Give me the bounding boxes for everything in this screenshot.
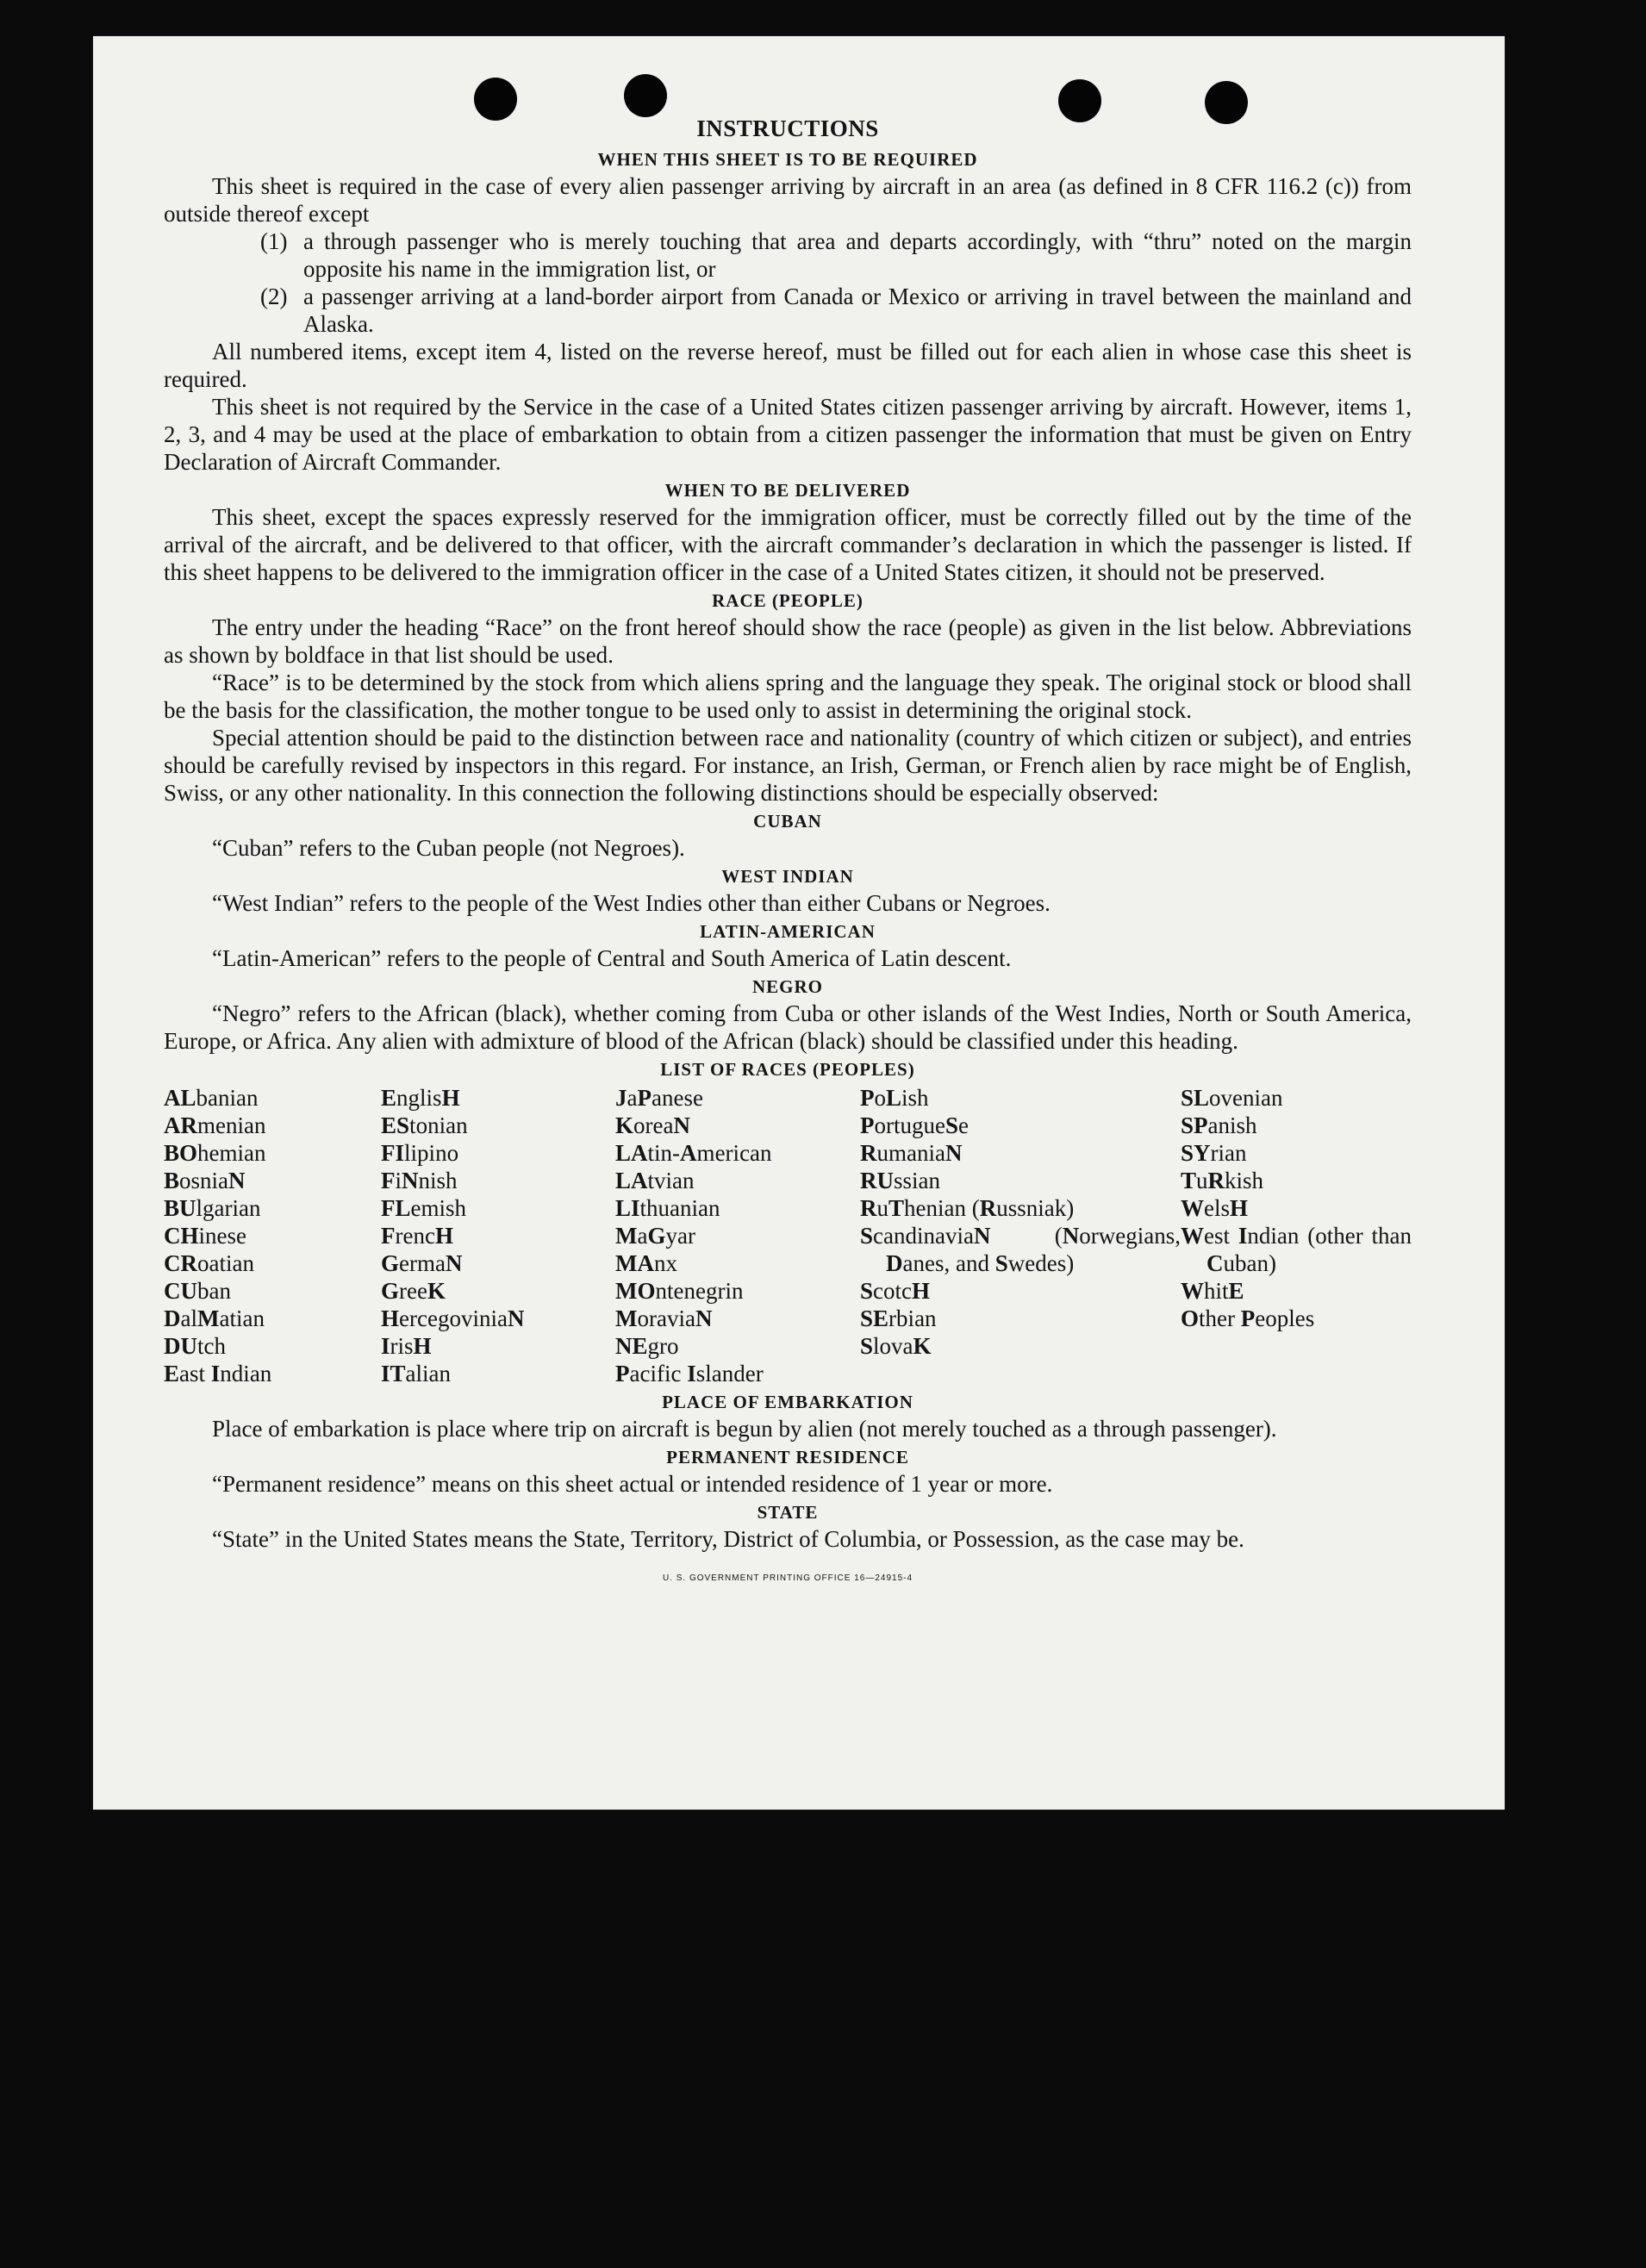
- paragraph: This sheet, except the spaces expressly reserved for the immigration officer, must be correctly filled out by the time of the arrival of the aircraft, and be delivered to that officer, with the aircraft commander’s declaration in which the passenger is listed. If this sheet happens to be delivered to the immigration officer in the case of a United States citizen, it should not be preserved.: [164, 504, 1412, 585]
- race-entry: ITalian: [381, 1361, 452, 1386]
- race-entry: MOntenegrin: [615, 1278, 744, 1304]
- race-entry: GreeK: [381, 1278, 446, 1304]
- document-body: [164, 112, 1412, 1592]
- races-column: [860, 1084, 1181, 1387]
- paragraph: All numbered items, except item 4, listed on the reverse hereof, must be filled out for each alien in whose case this sheet is required.: [164, 339, 1412, 392]
- race-entry: CUban: [164, 1278, 231, 1304]
- race-entry: BUlgarian: [164, 1195, 261, 1221]
- race-entry: FrencH: [381, 1223, 453, 1249]
- paragraph: “State” in the United States means the State, Territory, District of Columbia, or Possession, as the case may be.: [212, 1526, 1244, 1552]
- paragraph: Place of embarkation is place where trip on aircraft is begun by alien (not merely touched as a through passenger).: [212, 1416, 1277, 1442]
- races-column: [1181, 1084, 1412, 1387]
- document-sheet: [93, 36, 1505, 1810]
- item-number: (2): [260, 284, 288, 309]
- paragraph: This sheet is not required by the Service in the case of a United States citizen passenger arriving by aircraft. However, items 1, 2, 3, and 4 may be used at the place of embarkation to obtain from a citizen passenger the information that must be given on Entry Declaration of Aircraft Commander.: [164, 394, 1412, 475]
- race-entry: EStonian: [381, 1112, 468, 1138]
- race-entry: IrisH: [381, 1333, 432, 1359]
- section-heading: PLACE OF EMBARKATION: [662, 1392, 913, 1412]
- race-entry: MAnx: [615, 1250, 677, 1276]
- race-entry: JaPanese: [615, 1085, 703, 1111]
- race-entry: ScotcH: [860, 1278, 931, 1304]
- paragraph: “Cuban” refers to the Cuban people (not Negroes).: [212, 835, 685, 861]
- races-column: [615, 1084, 860, 1387]
- race-entry: Other Peoples: [1181, 1305, 1315, 1331]
- race-entry: GermaN: [381, 1250, 463, 1276]
- section-heading: NEGRO: [751, 976, 823, 997]
- paragraph: “Race” is to be determined by the stock from which aliens spring and the language they speak. The original stock or blood shall be the basis for the classification, the mother tongue to be used only to assist in determining the original stock.: [164, 670, 1412, 723]
- section-heading: LATIN-AMERICAN: [700, 921, 876, 942]
- race-entry: MaGyar: [615, 1223, 695, 1249]
- paragraph: “Permanent residence” means on this sheet actual or intended residence of 1 year or more.: [212, 1471, 1053, 1497]
- race-entry: East Indian: [164, 1361, 272, 1386]
- race-entry: RumaniaN: [860, 1140, 963, 1166]
- paragraph: “Negro” refers to the African (black), whether coming from Cuba or other islands of the West Indies, North or South America, Europe, or Africa. Any alien with admixture of blood of the African (black) should be classified under this heading.: [164, 1000, 1412, 1054]
- race-entry: FLemish: [381, 1195, 467, 1221]
- section-heading: WEST INDIAN: [721, 866, 854, 887]
- section-heading: RACE (PEOPLE): [712, 590, 864, 611]
- paragraph: The entry under the heading “Race” on the front hereof should show the race (people) as given in the list below. Abbreviations as shown by boldface in that list should be used.: [164, 614, 1412, 668]
- race-entry: SPanish: [1181, 1112, 1257, 1138]
- race-entry: MoraviaN: [615, 1305, 713, 1331]
- race-entry: BosniaN: [164, 1168, 246, 1193]
- race-entry: West Indian (other than Cuban): [1181, 1223, 1412, 1276]
- race-entry: CRoatian: [164, 1250, 254, 1276]
- race-entry: FIlipino: [381, 1140, 459, 1166]
- race-entry: EnglisH: [381, 1085, 460, 1111]
- section-heading: STATE: [757, 1502, 819, 1523]
- list-item: [260, 283, 1412, 338]
- race-entry: WelsH: [1181, 1195, 1249, 1221]
- punch-hole: [624, 74, 667, 117]
- race-entry: LAtvian: [615, 1168, 695, 1193]
- item-text: a passenger arriving at a land-border airport from Canada or Mexico or arriving in travel between the mainland and Alaska.: [303, 284, 1412, 337]
- race-entry: ALbanian: [164, 1085, 259, 1111]
- race-entry: SErbian: [860, 1305, 937, 1331]
- page-title: INSTRUCTIONS: [696, 115, 879, 141]
- paragraph: “West Indian” refers to the people of the West Indies other than either Cubans or Negroes.: [212, 890, 1051, 916]
- race-entry: SlovaK: [860, 1333, 932, 1359]
- section-heading: PERMANENT RESIDENCE: [666, 1447, 909, 1467]
- race-entry: ScandinaviaN (Norwegians, Danes, and Swedes): [860, 1223, 1181, 1276]
- race-entry: SLovenian: [1181, 1085, 1283, 1111]
- race-entry: HercegoviniaN: [381, 1305, 525, 1331]
- race-entry: NEgro: [615, 1333, 679, 1359]
- race-entry: RuThenian (Russniak): [860, 1195, 1075, 1221]
- races-list: [164, 1084, 1412, 1387]
- races-column: [164, 1084, 381, 1387]
- section-heading: WHEN TO BE DELIVERED: [664, 480, 911, 501]
- race-entry: RUssian: [860, 1168, 941, 1193]
- race-entry: FiNnish: [381, 1168, 458, 1193]
- races-heading: LIST OF RACES (PEOPLES): [660, 1059, 915, 1080]
- race-entry: CHinese: [164, 1223, 247, 1249]
- race-entry: TuRkish: [1181, 1168, 1264, 1193]
- section-heading: WHEN THIS SHEET IS TO BE REQUIRED: [597, 149, 978, 170]
- races-column: [381, 1084, 615, 1387]
- printer-imprint: U. S. GOVERNMENT PRINTING OFFICE 16—24915-4: [662, 1573, 913, 1583]
- race-entry: LIthuanian: [615, 1195, 720, 1221]
- section-heading: CUBAN: [753, 811, 822, 832]
- race-entry: WhitE: [1181, 1278, 1244, 1304]
- race-entry: Pacific Islander: [615, 1361, 764, 1386]
- race-entry: PortugueSe: [860, 1112, 970, 1138]
- item-number: (1): [260, 228, 288, 254]
- list-item: [260, 227, 1412, 283]
- item-text: a through passenger who is merely touching that area and departs accordingly, with “thru” noted on the margin opposite his name in the immigration list, or: [303, 228, 1412, 282]
- race-entry: DalMatian: [164, 1305, 265, 1331]
- race-entry: DUtch: [164, 1333, 226, 1359]
- race-entry: SYrian: [1181, 1140, 1247, 1166]
- race-entry: ARmenian: [164, 1112, 266, 1138]
- paragraph: Special attention should be paid to the distinction between race and nationality (country of which citizen or subject), and entries should be carefully revised by inspectors in this regard. For instance, an Irish, German, or French alien by race might be of English, Swiss, or any other nationality. In this connection the following distinctions should be especially observed:: [164, 725, 1412, 806]
- race-entry: KoreaN: [615, 1112, 690, 1138]
- paragraph: This sheet is required in the case of every alien passenger arriving by aircraft in an area (as defined in 8 CFR 116.2 (c)) from outside thereof except: [164, 173, 1412, 227]
- race-entry: PoLish: [860, 1085, 929, 1111]
- race-entry: LAtin-American: [615, 1140, 772, 1166]
- race-entry: BOhemian: [164, 1140, 266, 1166]
- paragraph: “Latin-American” refers to the people of Central and South America of Latin descent.: [212, 945, 1012, 971]
